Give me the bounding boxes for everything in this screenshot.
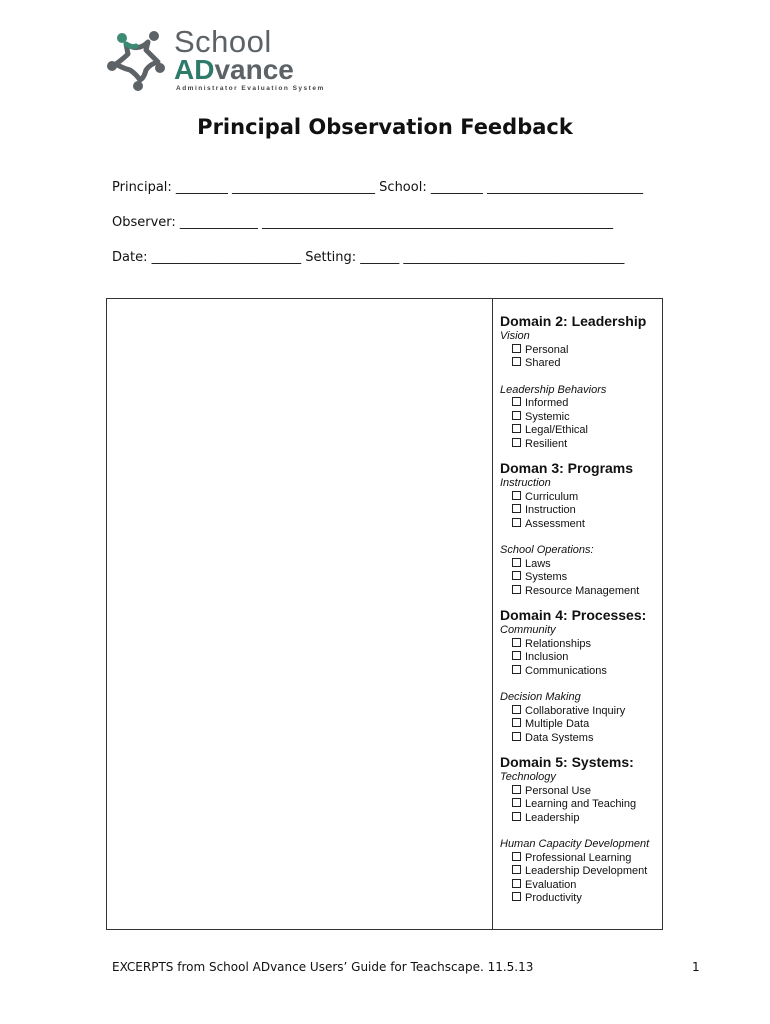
group-title: Instruction: [500, 477, 551, 489]
checkbox-icon[interactable]: [512, 438, 521, 447]
checklist-item-label: Learning and Teaching: [525, 798, 637, 810]
checkbox-icon[interactable]: [512, 732, 521, 741]
checkbox-icon[interactable]: [512, 785, 521, 794]
domain-title: Domain 4: Processes:: [500, 607, 647, 623]
checkbox-icon[interactable]: [512, 852, 521, 861]
checklist-item-label: Laws: [525, 557, 551, 570]
domain-title: Domain 2: Leadership: [500, 313, 647, 329]
checkbox-icon[interactable]: [512, 585, 521, 594]
checklist-item-label: Productivity: [525, 892, 582, 904]
checklist-item-label: Multiple Data: [525, 718, 590, 730]
principal-school-field[interactable]: Principal: ________ ______________________ School: ________ ________________________: [112, 180, 643, 195]
checklist-item[interactable]: [512, 798, 660, 812]
checklist-item-label: Relationships: [525, 637, 592, 650]
checklist-item-label: Collaborative Inquiry: [525, 704, 626, 717]
group-title: Vision: [500, 330, 530, 342]
domain-section: [500, 753, 660, 906]
checkbox-icon[interactable]: [512, 798, 521, 807]
checklist-item-label: Resource Management: [525, 584, 640, 597]
footer-text: EXCERPTS from School ADvance Users’ Guide for Teachscape. 11.5.13: [112, 960, 534, 974]
checkbox-icon[interactable]: [512, 397, 521, 406]
checklist-item[interactable]: [512, 518, 660, 532]
checkbox-icon[interactable]: [512, 865, 521, 874]
checkbox-icon[interactable]: [512, 558, 521, 567]
domain-section: [500, 312, 660, 451]
logo-word-advance: [174, 54, 294, 86]
checklist-item-label: Systemic: [525, 410, 570, 423]
checklist-item-label: Communications: [525, 664, 607, 677]
checklist-item[interactable]: [512, 665, 660, 679]
checklist-item[interactable]: [512, 357, 660, 371]
group-title: Leadership Behaviors: [500, 383, 607, 396]
group-title: Human Capacity Development: [500, 838, 650, 850]
checklist-item[interactable]: [512, 718, 660, 732]
checkbox-icon[interactable]: [512, 571, 521, 580]
checklist-item[interactable]: [512, 812, 660, 826]
checklist-item[interactable]: [512, 879, 660, 893]
domain-group: [500, 624, 660, 678]
checkbox-icon[interactable]: [512, 491, 521, 500]
observer-field[interactable]: Observer: ____________ ______________________________________________________: [112, 215, 614, 230]
page-number: 1: [692, 960, 700, 974]
checkbox-icon[interactable]: [512, 892, 521, 901]
checklist-item-label: Legal/Ethical: [525, 424, 588, 436]
checkbox-icon[interactable]: [512, 705, 521, 714]
domain-group: [500, 771, 660, 825]
checklist-item-label: Inclusion: [525, 651, 569, 663]
checklist-item[interactable]: [512, 397, 660, 411]
checkbox-icon[interactable]: [512, 718, 521, 727]
checklist-item[interactable]: [512, 411, 660, 425]
checkbox-icon[interactable]: [512, 651, 521, 660]
checklist-item[interactable]: [512, 558, 660, 572]
checklist-item-label: Evaluation: [525, 878, 577, 891]
date-setting-field[interactable]: Date: _______________________ Setting: ______ __________________________________: [112, 250, 625, 265]
checklist-item-label: Leadership Development: [525, 865, 648, 877]
group-title: Community: [500, 624, 556, 636]
checkbox-icon[interactable]: [512, 411, 521, 420]
checkbox-icon[interactable]: [512, 665, 521, 674]
checklist-item[interactable]: [512, 438, 660, 452]
checkbox-icon[interactable]: [512, 518, 521, 527]
checkbox-icon[interactable]: [512, 424, 521, 433]
checklist-item-label: Instruction: [525, 504, 576, 516]
checklist-item-label: Personal Use: [525, 784, 592, 797]
page-title: Principal Observation Feedback: [197, 115, 573, 139]
logo-word-school: School: [174, 24, 272, 59]
checklist-item-label: Professional Learning: [525, 851, 632, 864]
checklist-item-label: Personal: [525, 343, 569, 356]
checklist-item[interactable]: [512, 424, 660, 438]
group-title: Technology: [500, 771, 556, 783]
checklist-item[interactable]: [512, 705, 660, 719]
checklist-item-label: Resilient: [525, 437, 568, 450]
logo-subtitle: Administrator Evaluation System: [176, 85, 325, 92]
domain-group: [500, 330, 660, 371]
domain-title: Doman 3: Programs: [500, 460, 634, 476]
checkbox-icon[interactable]: [512, 638, 521, 647]
domain-section: [500, 459, 660, 598]
domain-group: [500, 544, 660, 598]
checkbox-icon[interactable]: [512, 879, 521, 888]
logo-word-advance-rest: vance: [214, 54, 294, 85]
checklist-item-label: Systems: [525, 571, 568, 583]
group-title: School Operations:: [500, 544, 594, 556]
checklist-item[interactable]: [512, 865, 660, 879]
checklist-item-label: Informed: [525, 397, 569, 409]
domain-group: [500, 384, 660, 452]
checklist-item[interactable]: [512, 344, 660, 358]
logo-word-advance-highlight: AD: [174, 54, 215, 85]
checklist-item-label: Shared: [525, 357, 561, 369]
column-divider: [492, 298, 493, 930]
checklist-item[interactable]: [512, 785, 660, 799]
checklist-item[interactable]: [512, 491, 660, 505]
checklist-item[interactable]: [512, 651, 660, 665]
checklist-item[interactable]: [512, 732, 660, 746]
domain-group: [500, 838, 660, 906]
checklist-item[interactable]: [512, 571, 660, 585]
checkbox-icon[interactable]: [512, 344, 521, 353]
checkbox-icon[interactable]: [512, 812, 521, 821]
checklist-item[interactable]: [512, 504, 660, 518]
domain-group: [500, 477, 660, 531]
checkbox-icon[interactable]: [512, 357, 521, 366]
checklist-item-label: Data Systems: [525, 731, 594, 744]
domain-section: [500, 606, 660, 745]
checklist-item[interactable]: [512, 638, 660, 652]
school-advance-logo: [106, 24, 325, 96]
checklist-item[interactable]: [512, 892, 660, 906]
group-title: Decision Making: [500, 691, 581, 703]
checklist-item-label: Curriculum: [525, 490, 579, 503]
domain-title: Domain 5: Systems:: [500, 754, 634, 770]
people-star-icon: [106, 28, 170, 92]
domain-group: [500, 691, 660, 745]
checklist-item[interactable]: [512, 852, 660, 866]
checklist-item-label: Leadership: [525, 811, 580, 824]
domain-checklist: [500, 312, 660, 906]
checklist-item[interactable]: [512, 585, 660, 599]
checklist-item-label: Assessment: [525, 517, 585, 530]
checkbox-icon[interactable]: [512, 504, 521, 513]
